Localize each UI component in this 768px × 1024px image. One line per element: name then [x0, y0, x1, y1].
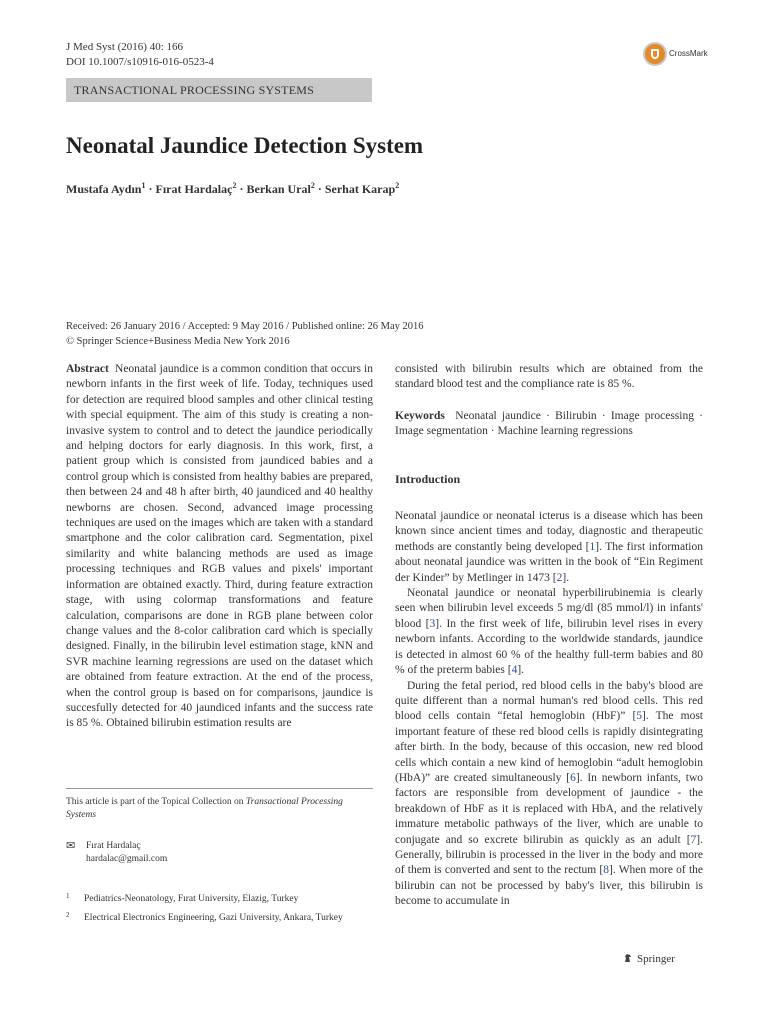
author-list — [66, 181, 399, 197]
doi[interactable]: DOI 10.1007/s10916-016-0523-4 — [66, 56, 214, 68]
keywords-label: Keywords — [395, 409, 445, 422]
affiliation-number: 1 — [66, 892, 70, 900]
contact-name: Fırat Hardalaç — [86, 841, 141, 851]
abstract-text: Neonatal jaundice is a common condition that occurs in newborn infants in the first week of life. Today, techniques used for detection are required blood samples and other clinical testing with special equipment. The aim of this study is creating a non-invasive system to control and to detect the jaundice periodically and helping doctors for early diagnosis. In this work, first, a patient group which is consisted from jaundiced babies and a control group which is consisted from healthy babies are prepared, then between 24 and 48 h after birth, 40 jaundiced and 40 healthy newborns are chosen. Second, advanced image processing techniques are used on the images which are taken with a standard smartphone and the color calibration card. Segmentation, pixel similarity and white balancing methods are used as image processing techniques and RGB values and pixels' important information are obtained exactly. Third, during feature extraction stage, with using colormap transformations and feature calculation, comparisons are done in RGB plane between color change values and the 8-color calibration card which is specially designed. Finally, in the bilirubin level estimation stage, kNN and SVR machine learning regressions are used on the dataset which are obtained from feature extraction. At the end of the process, when the control group is based on for comparisons, jaundice is succesfully detected for 40 jaundiced infants and the success rate is 85 %. Obtained bilirubin estimation results are — [66, 363, 374, 730]
abstract — [66, 362, 373, 732]
author-name: Mustafa Aydın — [66, 182, 142, 196]
abstract-continued: consisted with bilirubin results which are obtained from the standard blood test and the compliance rate is 85 %. — [395, 363, 703, 391]
author-name: Serhat Karap — [324, 182, 396, 196]
text-run: ]. In newborn infants, two factors are responsible from development of jaundice - the breakdown of HbF as it is replaced with HbA, and the relatively immature metabolic pathways of the liver, which are unable to conjugate and so excrete bilirubin as quickly as an adult [ — [395, 771, 703, 846]
author-name: Fırat Hardalaç — [155, 182, 233, 196]
affiliation-text: Pediatrics-Neonatology, Fırat University, Elazig, Turkey — [84, 894, 299, 904]
crossmark-badge[interactable] — [643, 42, 723, 68]
citation-link[interactable]: 1 — [589, 540, 596, 553]
history-line: Received: 26 January 2016 / Accepted: 9 May 2016 / Published online: 26 May 2016 — [66, 321, 424, 332]
right-column — [395, 362, 703, 910]
crossmark-icon — [643, 42, 667, 66]
citation-link[interactable]: 3 — [429, 617, 436, 630]
affiliation-2 — [66, 912, 373, 925]
text-run: ]. Generally, bilirubin is processed in the liver in the body and more of them is converted and sent to the rectum [ — [395, 833, 703, 877]
citation-link[interactable]: 8 — [603, 864, 609, 877]
envelope-icon: ✉ — [66, 840, 76, 852]
intro-paragraph-1 — [395, 509, 703, 586]
citation-link[interactable]: 2 — [556, 571, 563, 584]
collection-name: Transactional Processing Systems — [66, 797, 343, 820]
footnote-divider — [66, 788, 373, 789]
text-run: ]. The most important feature of these red blood cells is rapidly disintegrating after birth. In the body, because of this occasion, new red blood cells which contain a new kind of hemoglobin “adult hemoglobin (HbA)” are created simultaneously [ — [395, 710, 703, 784]
keywords-text: Neonatal jaundice · Bilirubin · Image processing · Image segmentation · Machine learning regressions — [395, 409, 703, 438]
text-run: ]. In the first week of life, bilirubin level rises in every newborn infants. According to the worldwide standards, jaundice is detected in almost 60 % of the healthy full-term babies and 80 % of the preterm babies [ — [395, 617, 704, 677]
author-separator: · — [236, 182, 247, 196]
abstract-label: Abstract — [66, 363, 109, 375]
author-affiliation: 1 — [141, 181, 146, 190]
section-banner: TRANSACTIONAL PROCESSING SYSTEMS — [66, 78, 372, 102]
abstract-column — [66, 362, 373, 732]
journal-citation — [66, 40, 214, 70]
intro-paragraph-2 — [395, 586, 703, 678]
author-affiliation: 2 — [310, 181, 315, 190]
keywords — [395, 409, 703, 440]
paper-title: Neonatal Jaundice Detection System — [66, 133, 424, 158]
intro-paragraph-3 — [395, 679, 703, 910]
text-run: Neonatal jaundice or neonatal icterus is a disease which has been known since ancient times and today, diagnostic and therapeutic methods are constantly being developed [ — [395, 510, 703, 553]
springer-horse-icon — [623, 953, 633, 963]
author-name: Berkan Ural — [246, 182, 311, 196]
section-heading-introduction: Introduction — [395, 471, 461, 486]
author-affiliation: 2 — [232, 181, 237, 190]
publication-dates — [66, 319, 424, 349]
author-separator: · — [145, 182, 156, 196]
author-affiliation: 2 — [395, 181, 400, 190]
collection-prefix: This article is part of the Topical Collection on — [66, 797, 246, 807]
contact-email[interactable]: hardalac@gmail.com — [86, 854, 168, 864]
text-run: During the fetal period, red blood cells in the baby's blood are quite different than a normal human's red blood cells. This red blood cells contain “fetal hemoglobin (HbF)” [ — [395, 679, 703, 723]
citation-link[interactable]: 7 — [690, 833, 697, 846]
author-separator: · — [314, 182, 325, 196]
publisher-logo — [623, 953, 675, 965]
citation-link[interactable]: 5 — [636, 710, 643, 723]
publisher-name: Springer — [637, 953, 675, 965]
citation-link[interactable]: 6 — [570, 771, 576, 784]
affiliation-1 — [66, 893, 373, 906]
affiliation-number: 2 — [66, 911, 70, 919]
corresponding-author — [66, 840, 373, 866]
text-run: ]. When more of the bilirubin can not be processed by baby's liver, this bilirubin is become to accumulate in — [395, 864, 704, 908]
text-run: ]. — [517, 664, 525, 677]
text-run: ]. The first information about neonatal jaundice was written in the book of “Ein Regiment der Kinder” by Metlinger in 1473 [ — [395, 540, 703, 584]
citation-link[interactable]: 4 — [511, 664, 518, 677]
text-run: Neonatal jaundice or neonatal hyperbilirubinemia is clearly seen when bilirubin level exceeds 5 mg/dl (85 mmol/l) in infants' blood [ — [395, 587, 703, 630]
affiliation-text: Electrical Electronics Engineering, Gazi University, Ankara, Turkey — [84, 913, 343, 923]
collection-note — [66, 796, 373, 822]
copyright-line: © Springer Science+Business Media New York 2016 — [66, 336, 290, 347]
journal-line: J Med Syst (2016) 40: 166 — [66, 41, 184, 53]
crossmark-label: CrossMark — [669, 49, 708, 58]
text-run: ]. — [562, 571, 570, 584]
